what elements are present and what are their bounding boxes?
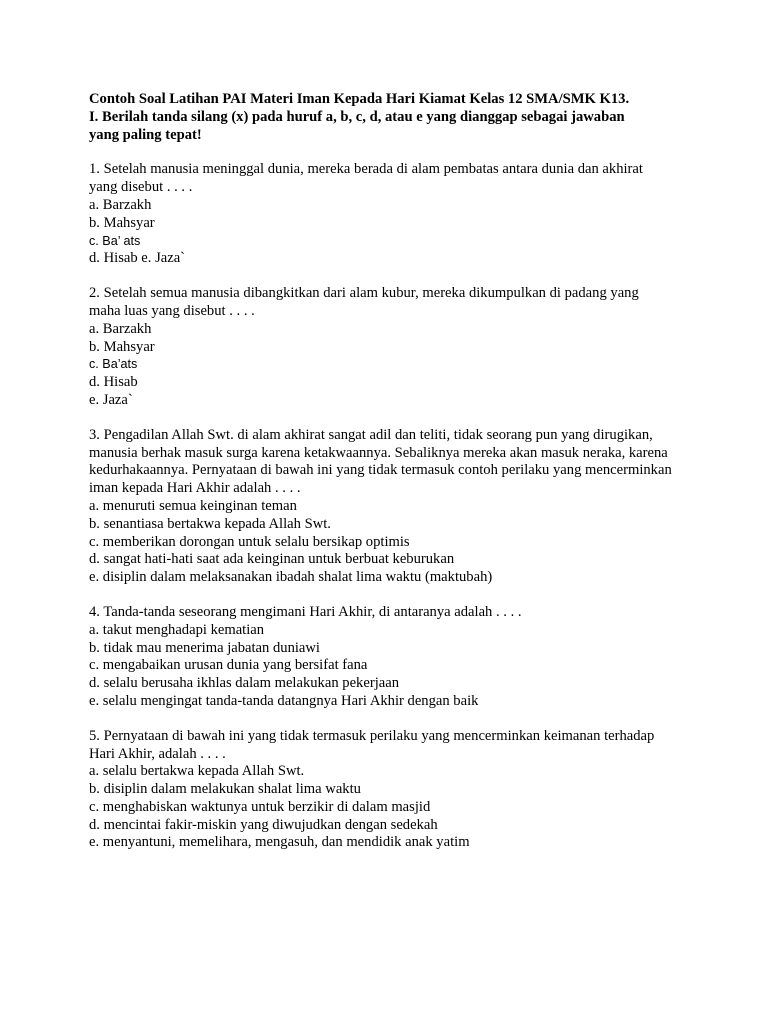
option-d: d. selalu berusaha ikhlas dalam melakukan pekerjaan [89, 675, 399, 692]
option-d: d. Hisab [89, 374, 138, 391]
option-e: e. menyantuni, memelihara, mengasuh, dan mendidik anak yatim [89, 834, 470, 851]
option-d: d. sangat hati-hati saat ada keinginan untuk berbuat keburukan [89, 551, 455, 568]
option-b: b. Mahsyar [89, 214, 155, 231]
option-e: e. Jaza` [89, 391, 133, 408]
option-a: a. takut menghadapi kematian [89, 621, 265, 638]
document-heading [89, 91, 729, 144]
option-d: d. mencintai fakir-miskin yang diwujudkan dengan sedekah [89, 816, 438, 833]
question-stem: 1. Setelah manusia meninggal dunia, mereka berada di alam pembatas antara dunia dan akhirat yang disebut . . . . [89, 161, 643, 196]
document-instruction: I. Berilah tanda silang (x) pada huruf a, b, c, d, atau e yang dianggap sebagai jawaban yang paling tepat! [89, 108, 625, 143]
question-stem: 3. Pengadilan Allah Swt. di alam akhirat sangat adil dan teliti, tidak seorang pun yang dirugikan, manusia berhak masuk surga karena ketakwaannya. Sebaliknya mereka akan masuk neraka, karena kedurhakaannya. Pernyataan di bawah ini yang tidak termasuk contoh perilaku yang mencerminkan iman kepada Hari Akhir adalah . . . . [89, 426, 672, 497]
option-c: c. Ba’ats [89, 357, 138, 372]
question-stem: 4. Tanda-tanda seseorang mengimani Hari Akhir, di antaranya adalah . . . . [89, 603, 522, 620]
option-a: a. Barzakh [89, 320, 152, 337]
option-a: a. Barzakh [89, 196, 152, 213]
option-c: c. menghabiskan waktunya untuk berzikir di dalam masjid [89, 798, 431, 815]
option-e: e. selalu mengingat tanda-tanda datangnya Hari Akhir dengan baik [89, 692, 479, 709]
question-stem: 2. Setelah semua manusia dibangkitkan dari alam kubur, mereka dikumpulkan di padang yang maha luas yang disebut . . . . [89, 285, 639, 319]
option-a: a. selalu bertakwa kepada Allah Swt. [89, 763, 305, 780]
option-b: b. Mahsyar [89, 338, 155, 355]
option-a: a. menuruti semua keinginan teman [89, 497, 297, 514]
option-b: b. senantiasa bertakwa kepada Allah Swt. [89, 515, 331, 532]
option-e: e. disiplin dalam melaksanakan ibadah shalat lima waktu (maktubah) [89, 569, 493, 586]
question-stem: 5. Pernyataan di bawah ini yang tidak termasuk perilaku yang mencerminkan keimanan terhadap Hari Akhir, adalah . . . . [89, 727, 655, 762]
question-2 [89, 285, 729, 410]
option-c: c. memberikan dorongan untuk selalu bersikap optimis [89, 533, 410, 550]
question-1 [89, 161, 729, 268]
question-4 [89, 604, 729, 711]
question-3 [89, 427, 729, 587]
option-c: c. mengabaikan urusan dunia yang bersifat fana [89, 657, 368, 674]
option-b: b. disiplin dalam melakukan shalat lima waktu [89, 781, 361, 798]
option-b: b. tidak mau menerima jabatan duniawi [89, 639, 320, 656]
document-title: Contoh Soal Latihan PAI Materi Iman Kepada Hari Kiamat Kelas 12 SMA/SMK K13. [89, 91, 630, 107]
option-c: c. Ba’ ats [89, 233, 141, 248]
question-5 [89, 728, 729, 853]
document-page [89, 91, 729, 852]
option-d: d. Hisab e. Jaza` [89, 250, 186, 267]
